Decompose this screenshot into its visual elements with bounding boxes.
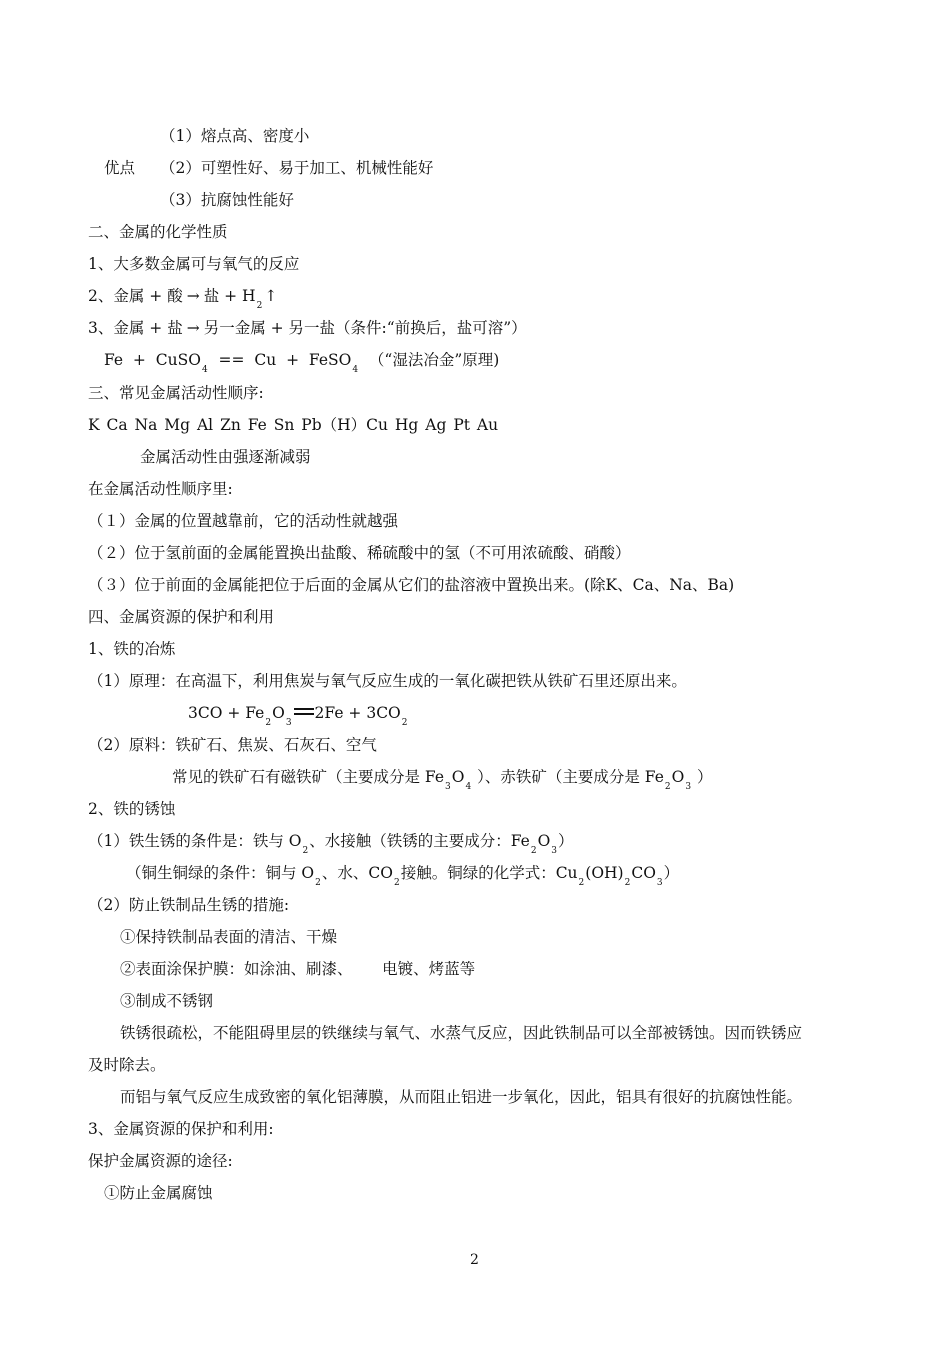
rule-2: （２）位于氢前面的金属能置换出盐酸、稀硫酸中的氢（不可用浓硫酸、硝酸） [88, 544, 631, 562]
high-temp-equals-sign [294, 708, 314, 715]
text-span: CO [631, 864, 656, 882]
text-span: 接触。铜绿的化学式：Cu [400, 864, 578, 882]
subscript: 3 [656, 878, 663, 888]
subscript: 2 [256, 301, 263, 311]
iron-smelting-heading: 1、铁的冶炼 [88, 640, 176, 658]
activity-trend: 金属活动性由强逐渐减弱 [140, 448, 311, 466]
subscript: 2 [624, 878, 631, 888]
subscript: 3 [285, 718, 292, 728]
text-span: ） [692, 768, 713, 786]
subscript: 2 [265, 718, 272, 728]
iron-rusting-heading: 2、铁的锈蚀 [88, 800, 176, 818]
text-span: 、水接触（铁锈的主要成分：Fe [309, 832, 530, 850]
aluminum-paragraph: 而铝与氧气反应生成致密的氧化铝薄膜，从而阻止铝进一步氧化，因此，铝具有很好的抗腐蚀性能。 [120, 1088, 803, 1106]
advantage-item-2: （2）可塑性好、易于加工、机械性能好 [160, 159, 434, 177]
text-span: == Cu + FeSO [208, 351, 352, 369]
text-span: （铜生铜绿的条件：铜与 O [126, 864, 315, 882]
subscript: 2 [664, 782, 671, 792]
metal-oxygen-line: 1、大多数金属可与氧气的反应 [88, 255, 300, 273]
protection-ways-intro: 保护金属资源的途径: [88, 1152, 233, 1170]
text-span: 常见的铁矿石有磁铁矿（主要成分是 Fe [172, 768, 445, 786]
protection-way-1: ①防止金属腐蚀 [104, 1184, 213, 1202]
rule-1: （１）金属的位置越靠前，它的活动性就越强 [88, 512, 399, 530]
text-span: O [537, 832, 551, 850]
smelting-principle: （1）原理：在高温下，利用焦炭与氧气反应生成的一氧化碳把铁从铁矿石里还原出来。 [88, 672, 687, 690]
subscript: 4 [201, 365, 208, 375]
text-span: 3、金属 + 盐 [88, 319, 183, 337]
text-span: ） [663, 864, 680, 882]
text-span: ） [558, 832, 574, 850]
advantage-label: 优点 [104, 159, 136, 177]
subscript: 3 [551, 846, 558, 856]
text-span: ）、赤铁矿（主要成分是 Fe [472, 768, 664, 786]
text-span: 、水、CO [321, 864, 393, 882]
text-span: 3CO + Fe [188, 704, 265, 722]
resource-protection-heading: 3、金属资源的保护和利用: [88, 1120, 274, 1138]
copper-patina-conditions [126, 863, 679, 886]
raw-materials: （2）原料：铁矿石、焦炭、石灰石、空气 [88, 736, 377, 754]
section-2-title: 二、金属的化学性质 [88, 223, 228, 241]
section-3-title: 三、常见金属活动性顺序: [88, 384, 264, 402]
activity-intro: 在金属活动性顺序里: [88, 480, 233, 498]
subscript: 3 [685, 782, 692, 792]
text-span: （1）铁生锈的条件是：铁与 O [88, 832, 302, 850]
up-arrow-icon: ↑ [264, 287, 278, 305]
subscript: 2 [315, 878, 321, 888]
text-span: 2Fe + 3CO [314, 704, 401, 722]
iron-ores [172, 767, 713, 790]
text-span: O [451, 768, 465, 786]
rust-paragraph-line-1: 铁锈很疏松，不能阻碍里层的铁继续与氧气、水蒸气反应，因此铁制品可以全部被锈蚀。因而铁锈应 [120, 1024, 803, 1042]
text-span: (OH) [585, 864, 624, 882]
wet-metallurgy-equation [104, 350, 499, 373]
subscript: 2 [302, 846, 309, 856]
subscript: 4 [465, 782, 472, 792]
prevention-measure-2: ②表面涂保护膜：如涂油、刷漆、 电镀、烤蓝等 [120, 960, 476, 978]
subscript: 2 [401, 718, 408, 728]
subscript: 3 [445, 782, 451, 792]
arrow-icon: → [186, 319, 200, 337]
arrow-icon: → [186, 287, 200, 305]
metal-acid-line [88, 286, 277, 309]
prevention-measure-3: ③制成不锈钢 [120, 992, 214, 1010]
rust-conditions [88, 831, 574, 854]
page-number: 2 [470, 1252, 479, 1268]
smelting-equation [188, 703, 409, 726]
prevention-measure-1: ①保持铁制品表面的清洁、干燥 [120, 928, 338, 946]
subscript: 2 [578, 878, 585, 888]
subscript: 2 [530, 846, 537, 856]
text-span: 2、金属 + 酸 [88, 287, 183, 305]
text-span: O [671, 768, 685, 786]
text-span: O [272, 704, 285, 722]
activity-series: K Ca Na Mg Al Zn Fe Sn Pb（H）Cu Hg Ag Pt Au [88, 416, 499, 434]
rule-3: （３）位于前面的金属能把位于后面的金属从它们的盐溶液中置换出来。(除K、Ca、Na、Ba) [88, 576, 735, 594]
text-span: 另一金属 + 另一盐（条件:“前换后，盐可溶”） [203, 319, 527, 337]
subscript: 2 [393, 878, 400, 888]
advantage-item-3: （3）抗腐蚀性能好 [160, 191, 294, 209]
text-span: Fe + CuSO [104, 351, 201, 369]
text-span: （“湿法冶金”原理) [359, 351, 500, 369]
rust-paragraph-line-2: 及时除去。 [88, 1056, 166, 1074]
metal-salt-line [88, 318, 527, 338]
text-span: 盐 + H [203, 287, 256, 305]
rust-prevention-heading: （2）防止铁制品生锈的措施: [88, 896, 290, 914]
advantage-item-1: （1）熔点高、密度小 [160, 127, 310, 145]
subscript: 4 [352, 365, 359, 375]
section-4-title: 四、金属资源的保护和利用 [88, 608, 275, 626]
